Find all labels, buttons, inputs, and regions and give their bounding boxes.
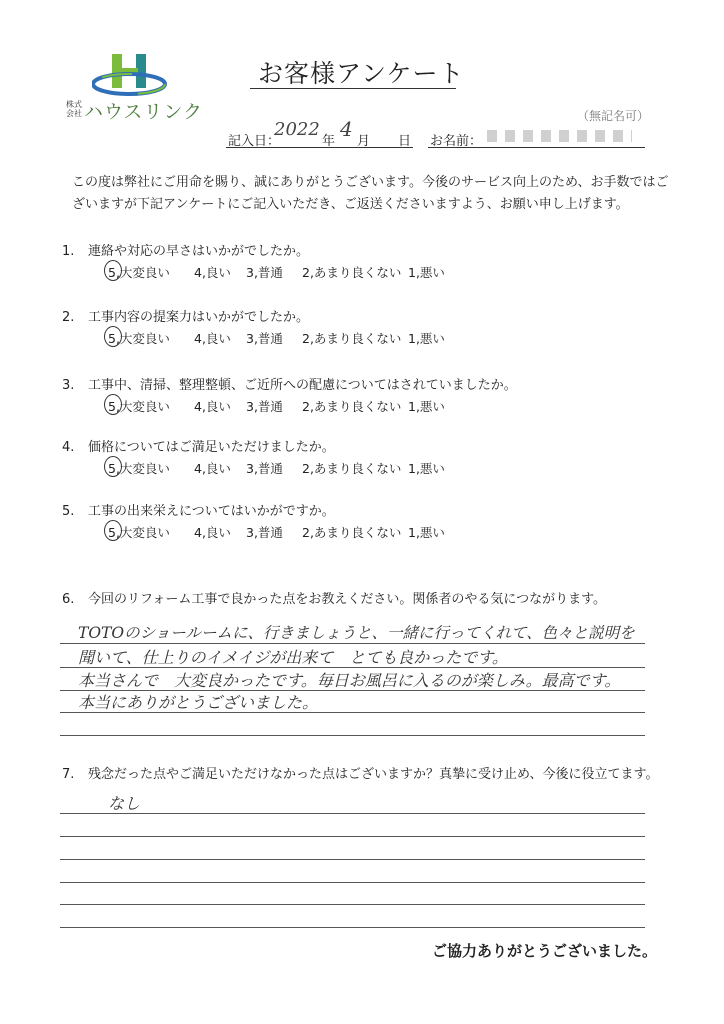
question-5: [62, 500, 335, 519]
selected-circle-mark: [104, 260, 122, 281]
handwritten-answer: 本当にありがとうございました。: [78, 693, 319, 712]
handwritten-month[interactable]: 4: [340, 117, 353, 141]
rating-option-label: 4,良い: [194, 265, 231, 280]
rating-option[interactable]: [108, 329, 170, 347]
rating-option[interactable]: [302, 329, 401, 347]
rating-option[interactable]: [246, 329, 283, 347]
rating-option-label: 3,普通: [246, 461, 283, 476]
closing-thanks: ご協力ありがとうございました。: [432, 942, 658, 960]
rating-option-label: 3,普通: [246, 331, 283, 346]
rating-option-label: 4,良い: [194, 399, 231, 414]
rating-option[interactable]: [302, 263, 401, 281]
answer-line: [60, 813, 645, 814]
year-label: 年: [322, 134, 336, 149]
rating-option[interactable]: [108, 459, 170, 477]
rating-option-label: 4,良い: [194, 331, 231, 346]
intro-text: この度は弊社にご用命を賜り、誠にありがとうございます。今後のサービス向上のため、お手数ではございますが下記アンケートにご記入いただき、ご返送くださいますよう、お願い申し上げます。: [72, 175, 669, 212]
rating-option-label: 4,良い: [194, 525, 231, 540]
rating-option[interactable]: [108, 397, 170, 415]
rating-option[interactable]: [108, 523, 170, 541]
question-number: 1.: [62, 244, 75, 259]
answer-line: [60, 882, 645, 883]
handwritten-answer: 本当さんで 大変良かったです。毎日お風呂に入るのが楽しみ。最高です。: [78, 671, 621, 690]
rating-option-label: 1,悪い: [408, 331, 445, 346]
day-label: 日: [398, 134, 412, 149]
selected-circle-mark: [104, 326, 122, 347]
rating-option[interactable]: [194, 523, 231, 541]
question-number: 4.: [62, 440, 75, 455]
rating-option-label: 3,普通: [246, 399, 283, 414]
rating-option-label: 1,悪い: [408, 525, 445, 540]
month-label: 月: [357, 134, 371, 149]
title-underline: [250, 88, 456, 89]
rating-option[interactable]: [408, 397, 445, 415]
rating-option[interactable]: [246, 523, 283, 541]
rating-option-label: 2,あまり良くない: [302, 399, 402, 414]
answer-line: [60, 735, 645, 736]
question-text: 工事内容の提案力はいかがでしたか。: [88, 310, 310, 325]
rating-option[interactable]: [408, 329, 445, 347]
answer-line: [60, 859, 645, 860]
question-number: 7.: [62, 767, 75, 782]
rating-option-label: 3,普通: [246, 525, 283, 540]
selected-circle-mark: [104, 520, 122, 541]
name-underline: [428, 147, 645, 148]
question-text: 今回のリフォーム工事で良かった点をお教えください。関係者のやる気につながります。: [88, 592, 607, 607]
question-text: 連絡や対応の早さはいかがでしたか。: [88, 244, 310, 259]
company-name: ハウスリンク: [84, 101, 204, 123]
rating-option[interactable]: [246, 263, 283, 281]
rating-option-label: 1,悪い: [408, 461, 445, 476]
rating-option[interactable]: [108, 263, 170, 281]
rating-option-label: 1,悪い: [408, 399, 445, 414]
rating-option[interactable]: [194, 263, 231, 281]
selected-circle-mark: [104, 456, 122, 477]
rating-option-label: 5,大変良い: [108, 331, 170, 346]
rating-option[interactable]: [302, 459, 401, 477]
rating-option[interactable]: [302, 397, 401, 415]
question-2: [62, 306, 309, 325]
question-number: 6.: [62, 592, 75, 607]
answer-line: [60, 904, 645, 905]
question-7: [62, 763, 658, 782]
anonymous-note: （無記名可）: [577, 109, 650, 123]
rating-option-label: 2,あまり良くない: [302, 461, 402, 476]
handwritten-answer: 聞いて、仕上りのイメイジが出来て とても良かったです。: [78, 648, 508, 667]
question-text: 価格についてはご満足いただけましたか。: [88, 440, 335, 455]
answer-line: [60, 836, 645, 837]
question-number: 2.: [62, 310, 75, 325]
rating-option-label: 3,普通: [246, 265, 283, 280]
question-1: [62, 240, 309, 259]
handwritten-answer: TOTOのショールームに、行きましょうと、一緒に行ってくれて、色々と説明を: [78, 624, 635, 642]
answer-line: [60, 927, 645, 928]
handwritten-year[interactable]: 2022: [274, 119, 320, 140]
question-text: 残念だった点やご満足いただけなかった点はございますか？真摯に受け止め、今後に役立てます。: [88, 767, 659, 782]
date-label: 記入日：: [228, 134, 281, 149]
question-text: 工事中、清掃、整理整頓、ご近所への配慮についてはされていましたか。: [88, 378, 517, 393]
page-title: お客様アンケート: [258, 59, 465, 88]
rating-option[interactable]: [408, 523, 445, 541]
question-text: 工事の出来栄えについてはいかがですか。: [88, 504, 335, 519]
rating-option[interactable]: [194, 329, 231, 347]
redacted-name[interactable]: [487, 130, 632, 142]
question-6: [62, 588, 606, 607]
rating-option-label: 4,良い: [194, 461, 231, 476]
answer-line: [60, 643, 645, 644]
selected-circle-mark: [104, 394, 122, 415]
rating-option-label: 5,大変良い: [108, 525, 170, 540]
rating-option[interactable]: [194, 459, 231, 477]
rating-option-label: 5,大変良い: [108, 399, 170, 414]
rating-option-label: 1,悪い: [408, 265, 445, 280]
rating-option[interactable]: [246, 397, 283, 415]
rating-option-label: 5,大変良い: [108, 461, 170, 476]
question-4: [62, 436, 335, 455]
rating-option-label: 5,大変良い: [108, 265, 170, 280]
question-number: 3.: [62, 378, 75, 393]
rating-option[interactable]: [408, 459, 445, 477]
rating-option-label: 2,あまり良くない: [302, 525, 402, 540]
rating-option-label: 2,あまり良くない: [302, 265, 402, 280]
name-label: お名前：: [430, 134, 483, 149]
rating-option[interactable]: [246, 459, 283, 477]
question-number: 5.: [62, 504, 75, 519]
rating-option-label: 2,あまり良くない: [302, 331, 402, 346]
handwritten-answer: なし: [108, 794, 141, 813]
rating-option[interactable]: [194, 397, 231, 415]
rating-option[interactable]: [408, 263, 445, 281]
company-prefix: 株式会社: [66, 100, 82, 118]
question-3: [62, 374, 517, 393]
rating-option[interactable]: [302, 523, 401, 541]
date-underline: [226, 147, 413, 148]
